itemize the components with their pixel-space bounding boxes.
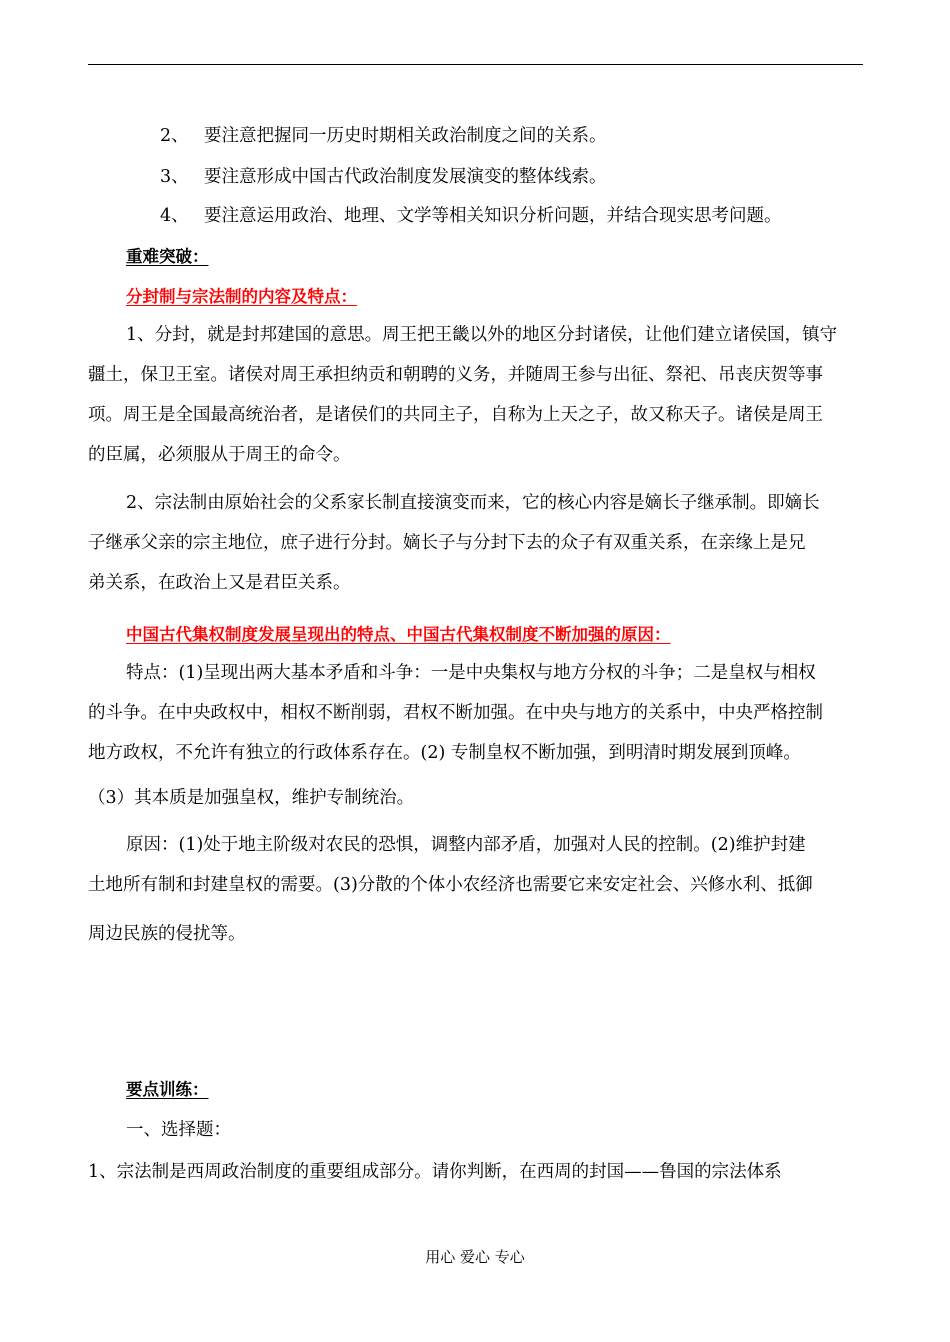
page-footer: 用心 爱心 专心: [425, 1248, 525, 1266]
paragraph-line: 原因：(1)处于地主阶级对农民的恐惧，调整内部矛盾，加强对人民的控制。(2)维护封建: [126, 835, 806, 855]
paragraph-line: 1、分封，就是封邦建国的意思。周王把王畿以外的地区分封诸侯，让他们建立诸侯国，镇守: [126, 325, 838, 345]
list-item: 4、 要注意运用政治、地理、文学等相关知识分析问题，并结合现实思考问题。: [160, 206, 782, 226]
paragraph-line: 弟关系，在政治上又是君臣关系。: [88, 573, 351, 593]
paragraph-line: 地方政权，不允许有独立的行政体系存在。(2) 专制皇权不断加强，到明清时期发展到顶峰。: [88, 743, 801, 763]
paragraph-line: 2、宗法制由原始社会的父系家长制直接演变而来，它的核心内容是嫡长子继承制。即嫡长: [126, 493, 820, 513]
paragraph-line: 子继承父亲的宗主地位，庶子进行分封。嫡长子与分封下去的众子有双重关系，在亲缘上是兄: [88, 533, 806, 553]
paragraph-line: 疆土，保卫王室。诸侯对周王承担纳贡和朝聘的义务，并随周王参与出征、祭祀、吊丧庆贺等事: [88, 365, 823, 385]
section-heading-key-points: 重难突破：: [126, 247, 209, 266]
paragraph-line: （3）其本质是加强皇权，维护专制统治。: [88, 788, 415, 808]
paragraph-line: 项。周王是全国最高统治者，是诸侯们的共同主子，自称为上天之子，故又称天子。诸侯是周王: [88, 405, 823, 425]
list-item: 3、 要注意形成中国古代政治制度发展演变的整体线索。: [160, 167, 607, 187]
section-heading-training: 要点训练：: [126, 1080, 209, 1099]
paragraph-line: 土地所有制和封建皇权的需要。(3)分散的个体小农经济也需要它来安定社会、兴修水利、抵御: [88, 875, 813, 895]
paragraph-line: 的臣属，必须服从于周王的命令。: [88, 445, 351, 465]
paragraph-line: 周边民族的侵扰等。: [88, 924, 246, 944]
list-item: 2、 要注意把握同一历史时期相关政治制度之间的关系。: [160, 126, 607, 146]
header-rule: [88, 64, 863, 65]
choice-heading: 一、选择题：: [126, 1120, 231, 1140]
subheading-centralization: 中国古代集权制度发展呈现出的特点、中国古代集权制度不断加强的原因：: [126, 625, 671, 644]
paragraph-line: 的斗争。在中央政权中，相权不断削弱，君权不断加强。在中央与地方的关系中，中央严格控制: [88, 703, 823, 723]
paragraph-line: 特点：(1)呈现出两大基本矛盾和斗争：一是中央集权与地方分权的斗争；二是皇权与相权: [126, 663, 816, 683]
subheading-fengjian-zongfa: 分封制与宗法制的内容及特点：: [126, 287, 357, 306]
question-line: 1、宗法制是西周政治制度的重要组成部分。请你判断，在西周的封国——鲁国的宗法体系: [88, 1162, 782, 1182]
